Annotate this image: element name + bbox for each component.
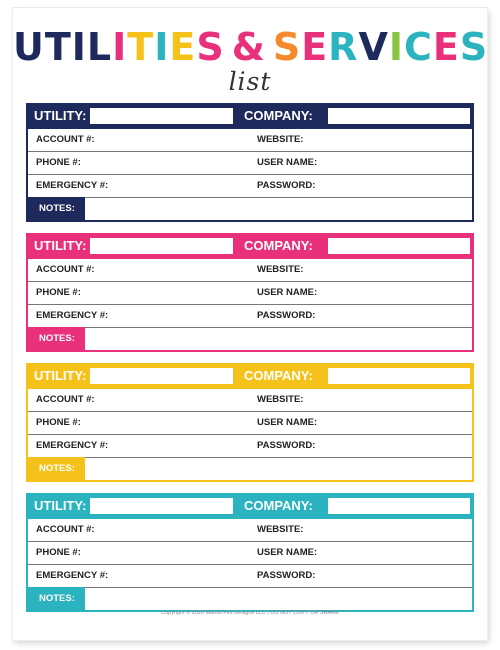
account-label: ACCOUNT #:	[36, 134, 95, 145]
title-letter: I	[71, 25, 87, 69]
phone-username-row	[28, 542, 472, 565]
website-label: WEBSITE:	[257, 264, 304, 275]
utility-label: UTILITY:	[34, 108, 87, 123]
utility-card-1	[26, 103, 474, 222]
account-website-row	[28, 129, 472, 152]
account-label: ACCOUNT #:	[36, 524, 95, 535]
emergency-label: EMERGENCY #:	[36, 440, 109, 451]
emergency-label: EMERGENCY #:	[36, 310, 109, 321]
title-letter: S	[459, 25, 489, 69]
website-label: WEBSITE:	[257, 524, 304, 535]
title-letter: C	[404, 25, 433, 69]
utility-label: UTILITY:	[34, 368, 87, 383]
emergency-password-row	[28, 305, 472, 328]
title-letter: E	[301, 25, 329, 69]
company-field[interactable]	[328, 368, 470, 384]
utility-label: UTILITY:	[34, 238, 87, 253]
title-letter: V	[358, 25, 389, 69]
password-label: PASSWORD:	[257, 570, 316, 581]
account-website-row	[28, 519, 472, 542]
company-field[interactable]	[328, 238, 470, 254]
company-field[interactable]	[328, 108, 470, 124]
company-label: COMPANY:	[244, 498, 313, 513]
phone-label: PHONE #:	[36, 157, 81, 168]
phone-label: PHONE #:	[36, 547, 81, 558]
notes-label-box	[28, 587, 85, 610]
title-letter: E	[169, 25, 197, 69]
username-label: USER NAME:	[257, 157, 318, 168]
copyright-footer: Copyright © 2020 Mantis Fire Designs LLC | DO NOT COPY OR SHARE	[161, 610, 339, 616]
password-label: PASSWORD:	[257, 310, 316, 321]
printable-page	[13, 8, 487, 640]
title-letter: S	[196, 25, 225, 69]
title-letter: S	[272, 25, 302, 69]
utility-field[interactable]	[90, 498, 233, 514]
utility-field[interactable]	[90, 368, 233, 384]
utility-label: UTILITY:	[34, 498, 87, 513]
utility-field[interactable]	[90, 108, 233, 124]
notes-label: NOTES:	[39, 463, 75, 474]
username-label: USER NAME:	[257, 547, 318, 558]
title-letter: U	[13, 25, 45, 69]
company-label: COMPANY:	[244, 368, 313, 383]
account-website-row	[28, 389, 472, 412]
title-letter: T	[127, 25, 155, 69]
notes-label-box	[28, 457, 85, 480]
title-letter: I	[154, 25, 170, 69]
phone-label: PHONE #:	[36, 417, 81, 428]
card-header	[28, 495, 472, 519]
emergency-password-row	[28, 435, 472, 458]
title-letter: E	[432, 25, 460, 69]
account-label: ACCOUNT #:	[36, 264, 95, 275]
page-subtitle-script: list	[228, 67, 272, 96]
password-label: PASSWORD:	[257, 180, 316, 191]
title-letter: &	[231, 25, 266, 69]
username-label: USER NAME:	[257, 287, 318, 298]
utility-card-3	[26, 363, 474, 482]
title-letter: I	[112, 25, 128, 69]
emergency-label: EMERGENCY #:	[36, 180, 109, 191]
phone-label: PHONE #:	[36, 287, 81, 298]
notes-label: NOTES:	[39, 333, 75, 344]
title-letter: I	[388, 25, 404, 69]
card-header	[28, 105, 472, 129]
phone-username-row	[28, 282, 472, 305]
card-header	[28, 235, 472, 259]
utility-card-4	[26, 493, 474, 612]
website-label: WEBSITE:	[257, 134, 304, 145]
emergency-label: EMERGENCY #:	[36, 570, 109, 581]
account-label: ACCOUNT #:	[36, 394, 95, 405]
utility-card-2	[26, 233, 474, 352]
emergency-password-row	[28, 565, 472, 588]
emergency-password-row	[28, 175, 472, 198]
notes-label: NOTES:	[39, 593, 75, 604]
page-title	[13, 25, 489, 69]
website-label: WEBSITE:	[257, 394, 304, 405]
username-label: USER NAME:	[257, 417, 318, 428]
title-letter: T	[44, 25, 72, 69]
title-letter: R	[328, 25, 359, 69]
notes-label: NOTES:	[39, 203, 75, 214]
utility-field[interactable]	[90, 238, 233, 254]
notes-label-box	[28, 197, 85, 220]
company-label: COMPANY:	[244, 108, 313, 123]
password-label: PASSWORD:	[257, 440, 316, 451]
phone-username-row	[28, 152, 472, 175]
card-header	[28, 365, 472, 389]
notes-label-box	[28, 327, 85, 350]
title-letter: L	[86, 25, 113, 69]
account-website-row	[28, 259, 472, 282]
phone-username-row	[28, 412, 472, 435]
company-label: COMPANY:	[244, 238, 313, 253]
company-field[interactable]	[328, 498, 470, 514]
